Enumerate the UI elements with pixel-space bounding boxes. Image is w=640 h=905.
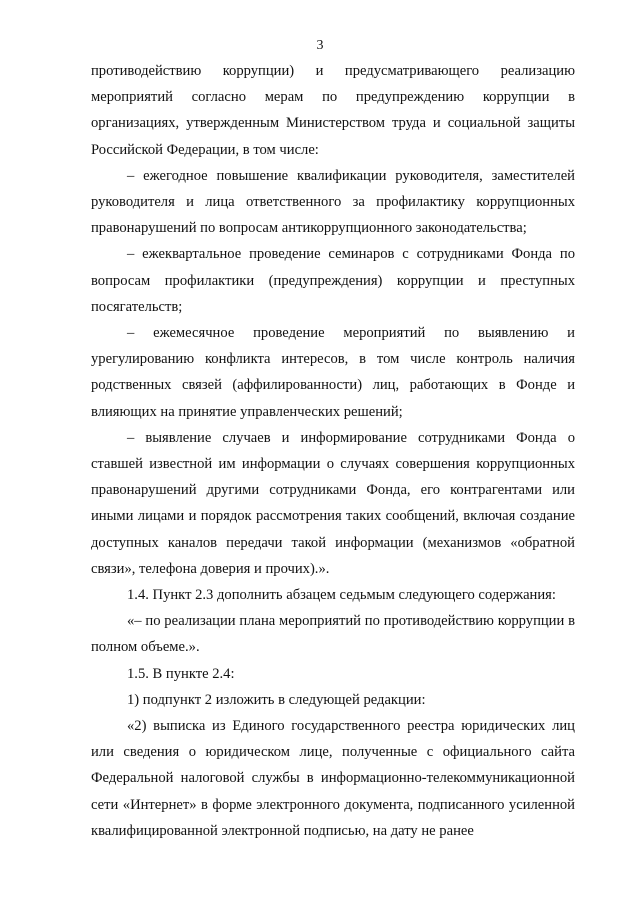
list-item-quarterly-seminars: – ежеквартальное проведение семинаров с сотрудниками Фонда по вопросам профилактики (предупреждения) коррупции и преступных посягательств;	[91, 246, 575, 315]
document-body	[91, 58, 575, 844]
list-item-monthly-conflict-measures: – ежемесячное проведение мероприятий по выявлению и урегулированию конфликта интересов, в том числе контроль наличия родственных связей (аффилированности) лиц, работающих в Фонде и влияющих на принятие управленческих решений;	[91, 325, 575, 420]
clause-1-4-text: «– по реализации плана мероприятий по противодействию коррупции в полном объеме.».	[91, 613, 575, 656]
clause-1-4: 1.4. Пункт 2.3 дополнить абзацем седьмым следующего содержания:	[127, 587, 556, 604]
list-item-reporting-cases: – выявление случаев и информирование сотрудниками Фонда о ставшей известной им информации о случаях совершения коррупционных правонарушений другими сотрудниками Фонда, его контрагентами или иными лицами и порядок рассмотрения таких сообщений, включая создание доступных каналов передачи такой информации (механизмов «обратной связи», телефона доверия и прочих).».	[91, 429, 575, 577]
subclause-1: 1) подпункт 2 изложить в следующей редакции:	[127, 691, 426, 708]
subclause-1-text: «2) выписка из Единого государственного реестра юридических лиц или сведения о юридическом лице, полученные с официального сайта Федеральной налоговой службы в информационно-телекоммуникационной сети «Интернет» в форме электронного документа, подписанного усиленной квалифицированной электронной подписью, на дату не ранее	[91, 718, 575, 839]
paragraph-continuation: противодействию коррупции) и предусматривающего реализацию мероприятий согласно мерам по предупреждению коррупции в организациях, утвержденным Министерством труда и социальной защиты Российской Федерации, в том числе:	[91, 63, 575, 158]
clause-1-5: 1.5. В пункте 2.4:	[127, 665, 235, 682]
page-number: 3	[316, 38, 324, 53]
list-item-annual-training: – ежегодное повышение квалификации руководителя, заместителей руководителя и лица ответственного за профилактику коррупционных правонарушений по вопросам антикоррупционного законодательства;	[91, 167, 575, 237]
